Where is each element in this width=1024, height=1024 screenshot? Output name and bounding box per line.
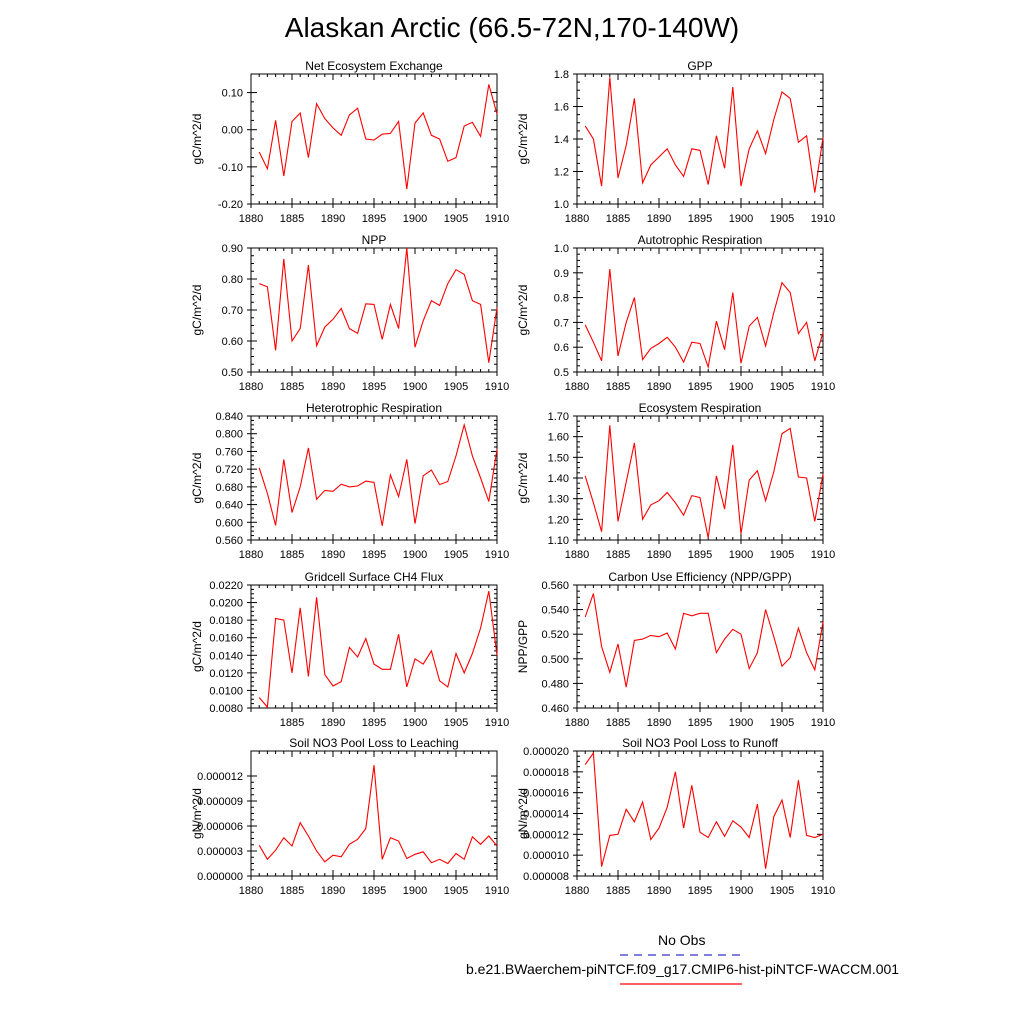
panel-6-ytick-label: 1.30 xyxy=(547,493,569,506)
panel-8-ytick-label: 0.460 xyxy=(541,703,569,715)
panel-8-ytick-label: 0.480 xyxy=(541,678,569,691)
panel-4-xtick-label: 1890 xyxy=(646,381,672,393)
panel-2-xtick-label: 1910 xyxy=(810,213,836,225)
panel-4-xtick-label: 1900 xyxy=(728,381,754,393)
panel-7-ytick-label: 0.0080 xyxy=(209,703,243,715)
panel-6-xtick-label: 1880 xyxy=(564,549,590,561)
panel-8-series-line xyxy=(585,594,823,688)
panel-3-title: NPP xyxy=(361,233,387,247)
panel-7-series-line xyxy=(259,591,497,707)
panel-10-ytick-label: 0.000020 xyxy=(523,746,569,758)
panel-5-xtick-label: 1900 xyxy=(402,549,428,561)
panel-5-ytick-label: 0.600 xyxy=(215,517,243,530)
figure-title: Alaskan Arctic (66.5-72N,170-140W) xyxy=(284,12,740,43)
panel-2-xtick-label: 1905 xyxy=(769,213,795,225)
panel-6-ytick-label: 1.20 xyxy=(547,514,569,527)
panel-8-xtick-label: 1890 xyxy=(646,717,672,729)
panel-10-xtick-label: 1880 xyxy=(564,885,590,897)
panel-10-ytick-label: 0.000014 xyxy=(523,808,569,821)
panel-7-ytick-label: 0.0160 xyxy=(209,632,243,645)
panel-6-ylabel: gC/m^2/d xyxy=(516,452,530,504)
panel-3-xtick-label: 1905 xyxy=(443,381,469,393)
panel-7-ytick-label: 0.0180 xyxy=(209,615,243,628)
panel-7-xtick-label: 1890 xyxy=(320,717,346,729)
panel-8-ytick-label: 0.560 xyxy=(541,580,569,592)
panel-4-xtick-label: 1905 xyxy=(769,381,795,393)
panel-6-xtick-label: 1910 xyxy=(810,549,836,561)
panel-7-xtick-label: 1910 xyxy=(484,717,510,729)
panel-8-xtick-label: 1885 xyxy=(605,717,631,729)
panel-5-ytick-label: 0.680 xyxy=(215,481,243,494)
panel-7-xtick-label: 1895 xyxy=(361,717,387,729)
panel-2-xtick-label: 1895 xyxy=(687,213,713,225)
panel-10-xtick-label: 1885 xyxy=(605,885,631,897)
panel-4-ytick-label: 0.6 xyxy=(553,342,569,355)
panel-9-xtick-label: 1890 xyxy=(320,885,346,897)
panel-1-title: Net Ecosystem Exchange xyxy=(305,59,443,73)
panel-6-series-line xyxy=(585,425,823,538)
panel-3-xtick-label: 1900 xyxy=(402,381,428,393)
panel-10-ytick-label: 0.000010 xyxy=(523,850,569,863)
panel-2-title: GPP xyxy=(687,59,713,73)
panel-5-ytick-label: 0.640 xyxy=(215,499,243,512)
panel-10-ytick-label: 0.000008 xyxy=(523,871,569,883)
panel-4-ytick-label: 0.8 xyxy=(553,292,569,305)
panel-9-ytick-label: 0.000012 xyxy=(197,771,243,783)
panel-5-ytick-label: 0.800 xyxy=(215,428,243,441)
panel-8-ylabel: NPP/GPP xyxy=(516,619,530,674)
panel-3-xtick-label: 1895 xyxy=(361,381,387,393)
panel-1-frame xyxy=(251,74,497,204)
panel-2-xtick-label: 1890 xyxy=(646,213,672,225)
panel-10-ytick-label: 0.000012 xyxy=(523,829,569,842)
panel-6-ytick-label: 1.40 xyxy=(547,473,569,485)
panel-5-ytick-label: 0.840 xyxy=(215,411,243,423)
panel-3-xtick-label: 1885 xyxy=(279,381,305,393)
legend-model-label: b.e21.BWaerchem-piNTCF.f09_g17.CMIP6-hist-piNTCF-WACCM.001 xyxy=(466,961,900,977)
panel-4-series-line xyxy=(585,269,823,367)
panel-8-xtick-label: 1880 xyxy=(564,717,590,729)
panel-9-ytick-label: 0.000006 xyxy=(197,821,243,833)
panel-6-xtick-label: 1885 xyxy=(605,549,631,561)
panel-10-ytick-label: 0.000018 xyxy=(523,766,569,779)
panel-9-xtick-label: 1880 xyxy=(238,885,264,897)
panel-8-xtick-label: 1910 xyxy=(810,717,836,729)
panel-1-ytick-label: 0.00 xyxy=(221,124,243,137)
panel-1-ytick-label: 0.10 xyxy=(221,87,243,100)
panel-3-ytick-label: 0.70 xyxy=(221,305,243,317)
panel-2-frame xyxy=(577,74,823,204)
panel-8-xtick-label: 1895 xyxy=(687,717,713,729)
panel-6-xtick-label: 1905 xyxy=(769,549,795,561)
panel-2-ylabel: gC/m^2/d xyxy=(516,113,530,165)
panel-6-ytick-label: 1.10 xyxy=(547,535,569,547)
panel-10-xtick-label: 1910 xyxy=(810,885,836,897)
panel-2-xtick-label: 1900 xyxy=(728,213,754,225)
panel-6-xtick-label: 1900 xyxy=(728,549,754,561)
panel-3-xtick-label: 1890 xyxy=(320,381,346,393)
panel-10-frame xyxy=(577,751,823,876)
panel-6-xtick-label: 1895 xyxy=(687,549,713,561)
panel-2-xtick-label: 1885 xyxy=(605,213,631,225)
panel-3-xtick-label: 1910 xyxy=(484,381,510,393)
panel-9-title: Soil NO3 Pool Loss to Leaching xyxy=(289,736,459,750)
panel-4-ytick-label: 0.9 xyxy=(553,267,569,280)
panel-9-xtick-label: 1895 xyxy=(361,885,387,897)
panel-4-ytick-label: 1.0 xyxy=(553,243,569,255)
panel-7-ytick-label: 0.0120 xyxy=(209,667,243,680)
panel-10-xtick-label: 1895 xyxy=(687,885,713,897)
panel-9-xtick-label: 1905 xyxy=(443,885,469,897)
panel-6-ytick-label: 1.50 xyxy=(547,452,569,465)
panel-10-ylabel: gN/m^2/d xyxy=(516,788,530,839)
panel-3-ytick-label: 0.60 xyxy=(221,336,243,348)
legend-obs-label: No Obs xyxy=(658,932,706,948)
panel-9-ylabel: gN/m^2/d xyxy=(190,788,204,839)
panel-1-xtick-label: 1880 xyxy=(238,213,264,225)
panel-1-xtick-label: 1885 xyxy=(279,213,305,225)
panel-1-xtick-label: 1890 xyxy=(320,213,346,225)
panel-9-xtick-label: 1900 xyxy=(402,885,428,897)
panel-9-xtick-label: 1885 xyxy=(279,885,305,897)
panel-5-ytick-label: 0.560 xyxy=(215,535,243,547)
panel-3-xtick-label: 1880 xyxy=(238,381,264,393)
panel-1-ytick-label: -0.10 xyxy=(217,161,243,174)
panel-4-title: Autotrophic Respiration xyxy=(637,233,763,247)
panel-9-series-line xyxy=(259,765,497,863)
panel-5-ytick-label: 0.760 xyxy=(215,446,243,459)
panel-2-ytick-label: 1.0 xyxy=(553,199,569,211)
panel-6-ytick-label: 1.70 xyxy=(547,411,569,423)
panel-10-xtick-label: 1890 xyxy=(646,885,672,897)
panel-8-title: Carbon Use Efficiency (NPP/GPP) xyxy=(608,570,792,584)
panel-1-xtick-label: 1895 xyxy=(361,213,387,225)
panel-6-title: Ecosystem Respiration xyxy=(638,401,762,415)
panel-4-xtick-label: 1910 xyxy=(810,381,836,393)
panel-4-ylabel: gC/m^2/d xyxy=(516,284,530,336)
panel-9-ytick-label: 0.000000 xyxy=(197,871,243,883)
panel-7-ytick-label: 0.0100 xyxy=(209,685,243,698)
panel-5-frame xyxy=(251,416,497,540)
panel-3-series-line xyxy=(259,248,497,363)
panel-10-series-line xyxy=(585,753,823,869)
panel-7-ytick-label: 0.0220 xyxy=(209,580,243,592)
panel-2-ytick-label: 1.4 xyxy=(553,134,569,146)
panel-5-title: Heterotrophic Respiration xyxy=(305,401,443,415)
panel-8-ytick-label: 0.540 xyxy=(541,604,569,617)
panel-2-ytick-label: 1.8 xyxy=(553,69,569,81)
panel-8-frame xyxy=(577,585,823,708)
panel-10-ytick-label: 0.000016 xyxy=(523,787,569,800)
panel-3-ytick-label: 0.50 xyxy=(221,367,243,379)
panel-7-ylabel: gC/m^2/d xyxy=(190,621,204,672)
panel-4-xtick-label: 1880 xyxy=(564,381,590,393)
panel-7-title: Gridcell Surface CH4 Flux xyxy=(304,570,444,584)
panel-3-ytick-label: 0.80 xyxy=(221,274,243,286)
panel-8-xtick-label: 1900 xyxy=(728,717,754,729)
panel-4-ytick-label: 0.7 xyxy=(553,317,569,330)
panel-9-ytick-label: 0.000003 xyxy=(197,846,243,858)
panel-10-xtick-label: 1905 xyxy=(769,885,795,897)
panel-1-xtick-label: 1910 xyxy=(484,213,510,225)
panel-3-ytick-label: 0.90 xyxy=(221,243,243,255)
panel-5-xtick-label: 1880 xyxy=(238,549,264,561)
panel-7-ytick-label: 0.0140 xyxy=(209,650,243,663)
panel-7-ytick-label: 0.0200 xyxy=(209,597,243,610)
panel-5-ytick-label: 0.720 xyxy=(215,464,243,477)
panel-1-series-line xyxy=(259,84,497,189)
panel-8-xtick-label: 1905 xyxy=(769,717,795,729)
panel-1-xtick-label: 1905 xyxy=(443,213,469,225)
panel-5-xtick-label: 1910 xyxy=(484,549,510,561)
panel-7-xtick-label: 1905 xyxy=(443,717,469,729)
panel-2-xtick-label: 1880 xyxy=(564,213,590,225)
panel-9-xtick-label: 1910 xyxy=(484,885,510,897)
panel-8-ytick-label: 0.520 xyxy=(541,629,569,642)
panel-6-xtick-label: 1890 xyxy=(646,549,672,561)
panel-5-xtick-label: 1890 xyxy=(320,549,346,561)
panel-10-xtick-label: 1900 xyxy=(728,885,754,897)
panel-2-ytick-label: 1.2 xyxy=(553,166,569,179)
panel-4-xtick-label: 1885 xyxy=(605,381,631,393)
panel-2-ytick-label: 1.6 xyxy=(553,101,569,114)
panel-3-frame xyxy=(251,248,497,372)
panel-4-ytick-label: 0.5 xyxy=(553,367,569,379)
panel-8-ytick-label: 0.500 xyxy=(541,653,569,666)
panel-9-ytick-label: 0.000009 xyxy=(197,796,243,808)
panel-10-title: Soil NO3 Pool Loss to Runoff xyxy=(622,736,778,750)
panel-5-xtick-label: 1905 xyxy=(443,549,469,561)
panel-4-xtick-label: 1895 xyxy=(687,381,713,393)
panel-1-xtick-label: 1900 xyxy=(402,213,428,225)
panel-5-series-line xyxy=(259,425,497,526)
panel-5-xtick-label: 1885 xyxy=(279,549,305,561)
panel-6-ytick-label: 1.60 xyxy=(547,431,569,444)
panel-1-ytick-label: -0.20 xyxy=(217,199,243,211)
panel-7-xtick-label: 1900 xyxy=(402,717,428,729)
panel-5-ylabel: gC/m^2/d xyxy=(190,452,204,504)
panel-3-ylabel: gC/m^2/d xyxy=(190,284,204,336)
panel-5-xtick-label: 1895 xyxy=(361,549,387,561)
panel-2-series-line xyxy=(585,77,823,192)
panel-1-ylabel: gC/m^2/d xyxy=(190,113,204,165)
panel-7-xtick-label: 1885 xyxy=(279,717,305,729)
